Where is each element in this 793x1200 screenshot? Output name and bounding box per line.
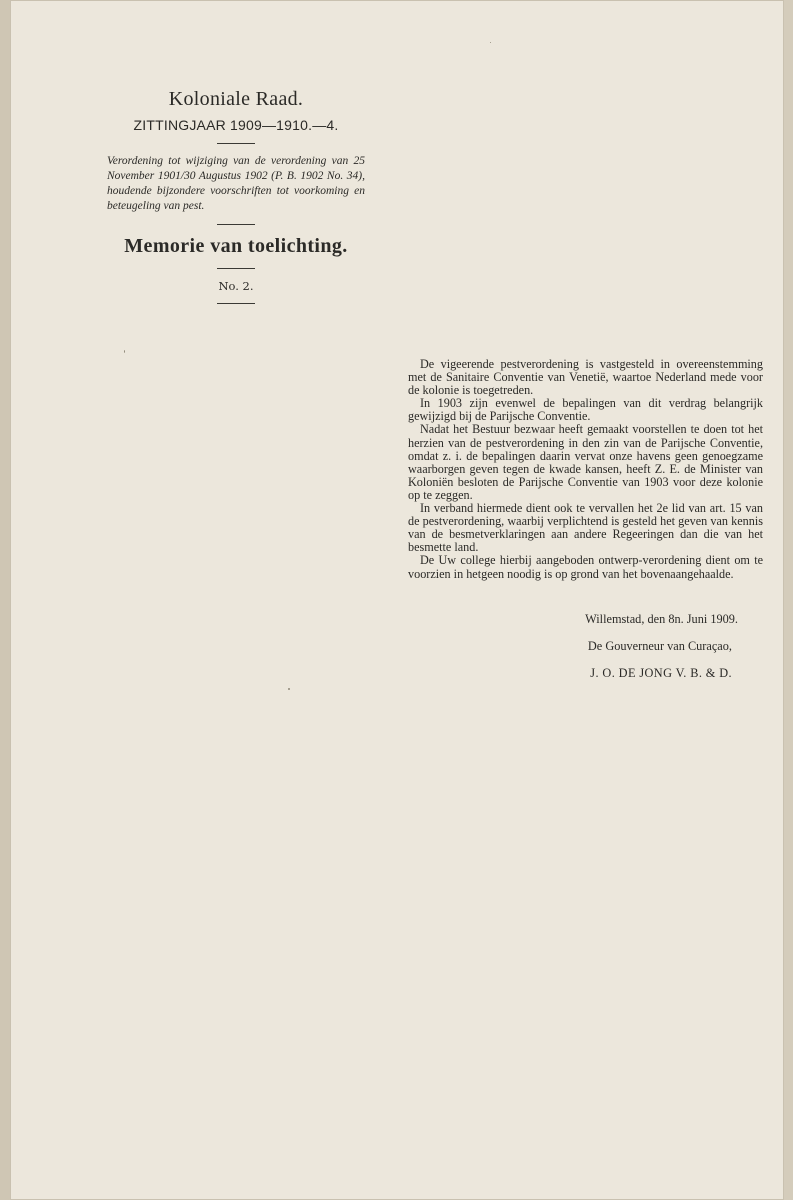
memorie-heading: Memorie van toelichting. (124, 235, 348, 257)
page-edge-right (784, 0, 793, 1200)
paragraph: In 1903 zijn evenwel de bepalingen van dit verdrag belangrijk gewijzigd bij de Parijsche Conventie. (408, 396, 763, 424)
signature-block (408, 612, 738, 693)
paper-speck (124, 350, 125, 353)
place-date: Willemstad, den 8n. Juni 1909. (585, 612, 738, 626)
explanatory-text (408, 358, 763, 581)
governor-title: De Gouverneur van Curaçao, (587, 639, 732, 653)
divider-rule (217, 268, 255, 269)
document-header (93, 88, 379, 314)
ordinance-subject: Verordening tot wijziging van de verordening van 25 November 1901/30 Augustus 1902 (P. B. 1902 No. 34), houdende bijzondere voorschriften tot voorkoming en beteugeling van pest. (107, 155, 365, 212)
document-page (10, 0, 784, 1200)
paragraph: De vigeerende pestverordening is vastgesteld in overeenstemming met de Sanitaire Conventie van Venetië, waartoe Nederland mede voor de kolonie is toegetreden. (408, 357, 763, 398)
paragraph: In verband hiermede dient ook te vervallen het 2e lid van art. 15 van de pestverordening, waarbij verplichtend is gesteld het geven van kennis van de besmetverklaringen aan andere Regeeringen dan die van het besmette land. (408, 501, 763, 555)
divider-rule (217, 224, 255, 225)
signatory-name: J. O. DE JONG V. B. & D. (590, 666, 732, 680)
session-year: ZITTINGJAAR 1909—1910.—4. (133, 117, 339, 133)
document-number: No. 2. (218, 279, 254, 293)
council-title: Koloniale Raad. (168, 88, 304, 110)
paper-speck (288, 688, 290, 690)
divider-rule (217, 303, 255, 304)
divider-rule (217, 143, 255, 144)
paper-speck (490, 42, 491, 43)
paragraph: Nadat het Bestuur bezwaar heeft gemaakt voorstellen te doen tot het herzien van de pestverordening in den zin van de Parijsche Conventie, omdat z. i. de bepalingen daarin vervat onze havens geen genoegzame waarborgen geven tegen de kwade kansen, heeft Z. E. de Minister van Koloniën besloten de Parijsche Conventie van 1903 voor deze kolonie op te zeggen. (408, 422, 763, 502)
page-edge-left (0, 0, 10, 1200)
paragraph: De Uw college hierbij aangeboden ontwerp-verordening dient om te voorzien in hetgeen noodig is op grond van het bovenaangehaalde. (408, 553, 763, 581)
